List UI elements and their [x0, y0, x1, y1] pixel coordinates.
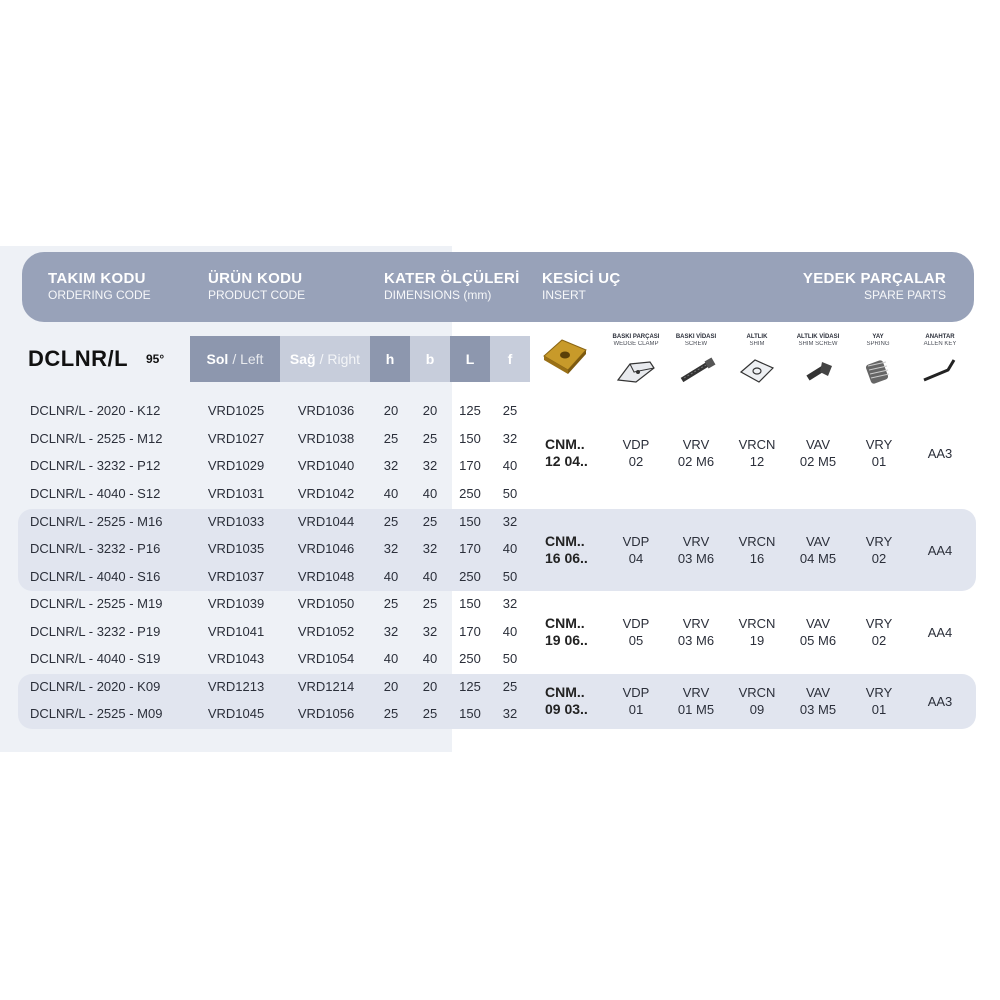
spare-line: VRCN [738, 534, 776, 549]
insert-code [545, 615, 588, 649]
cell-sag: VRD1050 [297, 596, 355, 611]
header-product [208, 270, 305, 303]
spare-spring [849, 533, 909, 567]
part-wedge-clamp-title: BASKI PARÇASI [612, 334, 660, 340]
spare-clamp [606, 615, 666, 649]
subheader-h [370, 336, 410, 382]
cell-h: 32 [383, 624, 399, 639]
cell-code: DCLNR/L - 4040 - S16 [30, 569, 161, 584]
spare-line: VRV [682, 685, 710, 700]
table-header [22, 252, 974, 322]
part-allen-key-title: ANAHTAR [925, 334, 955, 340]
cell-L: 125 [459, 403, 481, 418]
cell-code: DCLNR/L - 4040 - S19 [30, 651, 161, 666]
cell-b: 25 [422, 596, 438, 611]
table-row [0, 398, 1000, 425]
model-angle: 95° [146, 352, 165, 366]
part-shim-title: ALTLIK [746, 334, 768, 340]
spare-line: 04 M5 [799, 551, 837, 566]
header-insert-sub: INSERT [542, 288, 586, 302]
cell-L: 170 [459, 541, 481, 556]
part-spring-sub: SPRING [866, 341, 890, 347]
spare-line: VRY [865, 616, 893, 631]
cell-f: 40 [502, 541, 518, 556]
part-shim-sub: SHIM [749, 341, 765, 347]
cell-sol: VRD1027 [207, 431, 265, 446]
part-shim-screw-title: ALTLIK VİDASI [796, 334, 840, 340]
cell-L: 250 [459, 569, 481, 584]
spare-line: VDP [622, 437, 650, 452]
cell-f: 50 [502, 486, 518, 501]
cell-sol: VRD1029 [207, 458, 265, 473]
insert-code-line: 19 06.. [545, 632, 588, 648]
insert-code-line: CNM.. [545, 533, 585, 549]
part-screw-sub: SCREW [684, 341, 708, 347]
cell-L: 150 [459, 596, 481, 611]
spare-spring [849, 436, 909, 470]
cell-f: 40 [502, 458, 518, 473]
header-spare-title: YEDEK PARÇALAR [802, 270, 946, 287]
spare-line: VRV [682, 437, 710, 452]
cell-sag: VRD1044 [297, 514, 355, 529]
spare-line: 01 [871, 454, 887, 469]
cell-b: 40 [422, 486, 438, 501]
part-spring-title: YAY [872, 334, 884, 340]
spare-line: VAV [805, 685, 831, 700]
cell-sag: VRD1054 [297, 651, 355, 666]
cell-b: 40 [422, 651, 438, 666]
spare-line: 05 [628, 633, 644, 648]
model-name: DCLNR/L [28, 346, 129, 371]
spare-line: 12 [749, 454, 765, 469]
cell-sag: VRD1046 [297, 541, 355, 556]
cell-sol: VRD1033 [207, 514, 265, 529]
shim-screw-icon [796, 356, 840, 386]
wedge-clamp-icon [614, 356, 658, 386]
table-row [0, 509, 1000, 536]
header-ordering-title: TAKIM KODU [48, 270, 146, 287]
cell-b: 25 [422, 706, 438, 721]
part-screw-title: BASKI VİDASI [675, 334, 717, 340]
spare-line: 09 [749, 702, 765, 717]
cell-code: DCLNR/L - 2525 - M16 [30, 514, 163, 529]
cell-sol: VRD1041 [207, 624, 265, 639]
spare-line: VAV [805, 437, 831, 452]
spare-line: 03 M5 [799, 702, 837, 717]
subheader-f-label: f [507, 351, 513, 367]
allen-key-icon [918, 356, 962, 386]
cell-sag: VRD1040 [297, 458, 355, 473]
subheader-right [280, 336, 370, 382]
cell-sag: VRD1038 [297, 431, 355, 446]
spare-line: 02 [871, 551, 887, 566]
insert-code-line: 16 06.. [545, 550, 588, 566]
subheader-L-label: L [465, 351, 475, 367]
cell-b: 32 [422, 458, 438, 473]
spare-line: VAV [805, 534, 831, 549]
cell-code: DCLNR/L - 3232 - P12 [30, 458, 161, 473]
subheader-b-label: b [425, 351, 435, 367]
cell-L: 150 [459, 431, 481, 446]
cell-code: DCLNR/L - 4040 - S12 [30, 486, 161, 501]
cell-L: 150 [459, 706, 481, 721]
spare-screw [666, 684, 726, 718]
spare-line: VAV [805, 616, 831, 631]
header-dimensions [384, 270, 520, 303]
cell-sol: VRD1039 [207, 596, 265, 611]
spare-spring [849, 615, 909, 649]
subheader-f [490, 336, 530, 382]
cell-code: DCLNR/L - 2525 - M19 [30, 596, 163, 611]
spare-line: 01 M5 [677, 702, 715, 717]
spare-shim [727, 436, 787, 470]
spare-allen-key: AA4 [927, 543, 953, 558]
cell-h: 20 [383, 403, 399, 418]
spare-spring [849, 684, 909, 718]
cell-sol: VRD1037 [207, 569, 265, 584]
cell-f: 32 [502, 706, 518, 721]
cell-h: 25 [383, 706, 399, 721]
insert-code [545, 684, 588, 718]
spare-line: 19 [749, 633, 765, 648]
part-allen-key [910, 334, 970, 386]
cell-sag: VRD1056 [297, 706, 355, 721]
spare-line: 03 M6 [677, 551, 715, 566]
spare-shim-screw [788, 684, 848, 718]
spare-line: 02 [628, 454, 644, 469]
spare-screw [666, 615, 726, 649]
table-row [0, 564, 1000, 591]
cell-sol: VRD1035 [207, 541, 265, 556]
header-spare-sub: SPARE PARTS [863, 288, 946, 302]
spare-line: VDP [622, 616, 650, 631]
cell-b: 25 [422, 431, 438, 446]
subheader-sol: Sol [206, 351, 229, 367]
cell-sol: VRD1025 [207, 403, 265, 418]
spare-shim [727, 533, 787, 567]
cell-sag: VRD1048 [297, 569, 355, 584]
cell-h: 40 [383, 651, 399, 666]
part-shim-screw-sub: SHIM SCREW [798, 341, 838, 347]
cell-code: DCLNR/L - 2525 - M12 [30, 431, 163, 446]
header-dimensions-sub: DIMENSIONS (mm) [384, 288, 492, 302]
spare-screw [666, 436, 726, 470]
spare-allen-key: AA3 [927, 694, 953, 709]
table-row [0, 591, 1000, 618]
cell-f: 25 [502, 403, 518, 418]
part-allen-key-sub: ALLEN KEY [923, 341, 957, 347]
cell-code: DCLNR/L - 2020 - K12 [30, 403, 161, 418]
cell-h: 32 [383, 541, 399, 556]
header-product-sub: PRODUCT CODE [208, 288, 306, 302]
cell-h: 25 [383, 514, 399, 529]
insert-code-line: CNM.. [545, 436, 585, 452]
cell-L: 125 [459, 679, 481, 694]
part-wedge-clamp-sub: WEDGE CLAMP [613, 341, 659, 347]
header-product-title: ÜRÜN KODU [208, 270, 303, 287]
cell-f: 25 [502, 679, 518, 694]
cell-b: 32 [422, 541, 438, 556]
spare-shim-screw [788, 615, 848, 649]
spare-line: VRV [682, 534, 710, 549]
cell-f: 50 [502, 569, 518, 584]
spare-line: VRCN [738, 437, 776, 452]
insert-code [545, 436, 588, 470]
cell-f: 50 [502, 651, 518, 666]
header-ordering [48, 270, 151, 303]
spare-line: VDP [622, 534, 650, 549]
cell-b: 32 [422, 624, 438, 639]
cell-sol: VRD1045 [207, 706, 265, 721]
insert-code-line: CNM.. [545, 615, 585, 631]
cell-f: 32 [502, 514, 518, 529]
cell-sol: VRD1213 [207, 679, 265, 694]
cell-sag: VRD1214 [297, 679, 355, 694]
spare-line: 04 [628, 551, 644, 566]
spare-line: 02 M6 [677, 454, 715, 469]
spare-line: VRY [865, 534, 893, 549]
part-shim [727, 334, 787, 386]
insert-code-line: 12 04.. [545, 453, 588, 469]
part-shim-screw [788, 334, 848, 386]
spare-line: VRV [682, 616, 710, 631]
spare-line: 01 [628, 702, 644, 717]
cell-code: DCLNR/L - 2525 - M09 [30, 706, 163, 721]
subheader-sag: Sağ [289, 351, 316, 367]
screw-icon [674, 356, 718, 386]
spare-line: 16 [749, 551, 765, 566]
spare-shim [727, 615, 787, 649]
part-wedge-clamp [606, 334, 666, 386]
cell-h: 40 [383, 486, 399, 501]
spare-allen-key: AA3 [927, 446, 953, 461]
spare-allen-key: AA4 [927, 625, 953, 640]
subheader-L [450, 336, 490, 382]
header-insert [542, 270, 621, 303]
subheader-right-label: / Right [319, 351, 361, 367]
spare-line: 02 [871, 633, 887, 648]
cell-L: 170 [459, 624, 481, 639]
header-ordering-sub: ORDERING CODE [48, 288, 151, 302]
spare-clamp [606, 533, 666, 567]
spare-line: VDP [622, 685, 650, 700]
cell-h: 25 [383, 596, 399, 611]
spare-line: 01 [871, 702, 887, 717]
cell-b: 20 [422, 679, 438, 694]
cell-f: 32 [502, 431, 518, 446]
cell-h: 32 [383, 458, 399, 473]
cell-L: 170 [459, 458, 481, 473]
subheader-left-label: / Left [232, 351, 264, 367]
spare-shim [727, 684, 787, 718]
cell-L: 150 [459, 514, 481, 529]
insert-code-line: 09 03.. [545, 701, 588, 717]
spare-clamp [606, 684, 666, 718]
part-screw [666, 334, 726, 386]
spare-shim-screw [788, 436, 848, 470]
spare-line: VRCN [738, 616, 776, 631]
spare-line: VRY [865, 685, 893, 700]
spare-clamp [606, 436, 666, 470]
header-spare [803, 270, 946, 303]
cell-h: 25 [383, 431, 399, 446]
cell-sag: VRD1036 [297, 403, 355, 418]
header-insert-title: KESİCİ UÇ [542, 270, 621, 287]
cell-code: DCLNR/L - 3232 - P16 [30, 541, 161, 556]
cell-f: 32 [502, 596, 518, 611]
cell-b: 20 [422, 403, 438, 418]
cell-h: 20 [383, 679, 399, 694]
cell-b: 25 [422, 514, 438, 529]
spare-shim-screw [788, 533, 848, 567]
spare-line: 02 M5 [799, 454, 837, 469]
subheader-b [410, 336, 450, 382]
cell-sol: VRD1031 [207, 486, 265, 501]
table-row [0, 481, 1000, 508]
cell-b: 40 [422, 569, 438, 584]
cell-L: 250 [459, 651, 481, 666]
cell-code: DCLNR/L - 2020 - K09 [30, 679, 161, 694]
cell-sol: VRD1043 [207, 651, 265, 666]
cell-L: 250 [459, 486, 481, 501]
spare-screw [666, 533, 726, 567]
table-row [0, 646, 1000, 673]
cell-code: DCLNR/L - 3232 - P19 [30, 624, 161, 639]
insert-code [545, 533, 588, 567]
spare-line: 05 M6 [799, 633, 837, 648]
insert-code-line: CNM.. [545, 684, 585, 700]
spring-icon [856, 356, 900, 386]
spare-line: VRCN [738, 685, 776, 700]
cell-h: 40 [383, 569, 399, 584]
part-spring [848, 334, 908, 386]
spare-line: VRY [865, 437, 893, 452]
cell-sag: VRD1042 [297, 486, 355, 501]
subheader-h-label: h [385, 351, 395, 367]
header-dimensions-title: KATER ÖLÇÜLERİ [384, 270, 520, 287]
cell-f: 40 [502, 624, 518, 639]
shim-icon [735, 356, 779, 386]
insert-icon [540, 336, 590, 383]
spare-line: 03 M6 [677, 633, 715, 648]
subheader-left [190, 336, 280, 382]
cell-sag: VRD1052 [297, 624, 355, 639]
